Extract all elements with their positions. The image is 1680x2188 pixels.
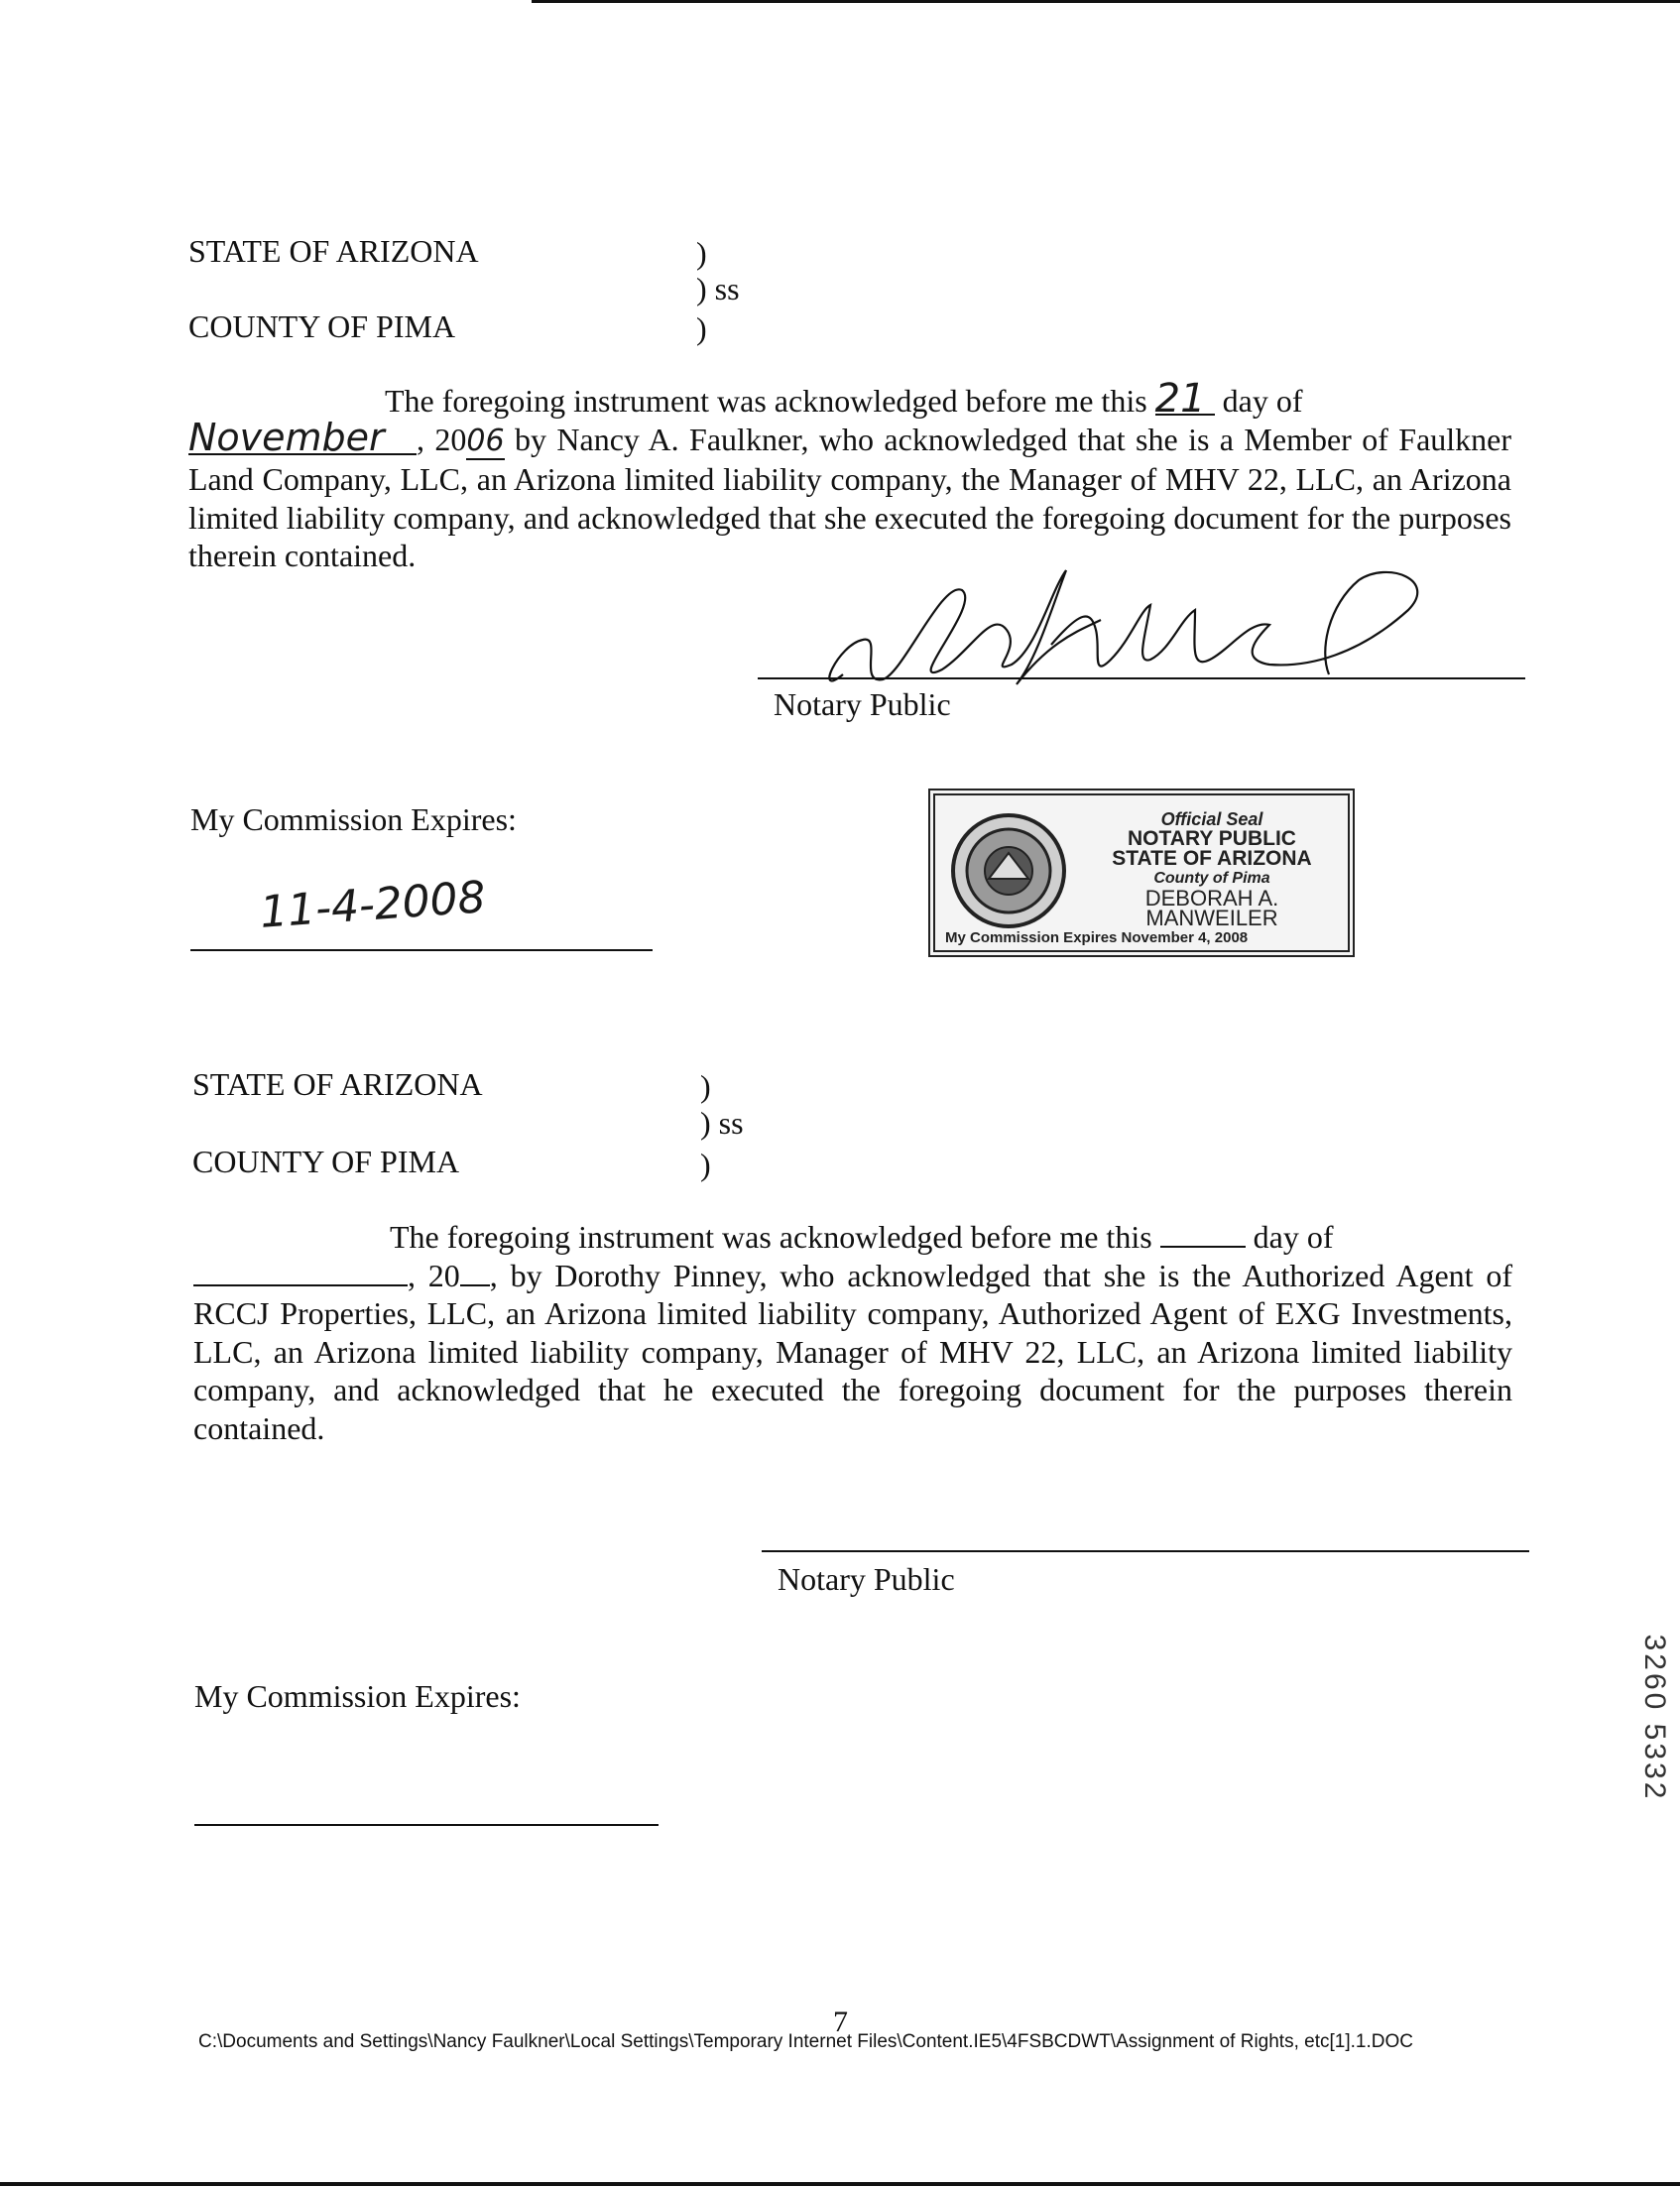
seal-line-2: NOTARY PUBLIC xyxy=(1128,827,1296,850)
paren-open-1: ) xyxy=(696,235,707,271)
commission-expires-label-1: My Commission Expires: xyxy=(190,801,517,837)
year-prefix-2: , 20 xyxy=(408,1257,460,1293)
day-of-1: day of xyxy=(1222,383,1303,419)
recording-number-stamp xyxy=(1634,1592,1674,1850)
bottom-border-line xyxy=(0,2182,1680,2186)
notary-signature-line-1 xyxy=(758,677,1525,679)
seal-line-6: My Commission Expires November 4, 2008 xyxy=(945,929,1249,946)
seal-line-5: DEBORAH A. MANWEILER xyxy=(1144,886,1279,930)
state-label-1: STATE OF ARIZONA xyxy=(188,233,479,269)
commission-date-handwritten: 11-4-2008 xyxy=(258,872,488,938)
year-prefix-1: , 20 xyxy=(417,421,467,457)
para-rest-2: , by Dorothy Pinney, who acknowledged that she is the Authorized Agent of RCCJ Properties, LLC, an Arizona limited liability company, Authorized Agent of EXG Investments, LLC, an Arizona limited liability company, Manager of MHV 22, LLC, an Arizona limited liability company, and acknowledged that he executed the foregoing document for the purposes therein contained. xyxy=(193,1257,1513,1446)
seal-text xyxy=(945,809,1340,948)
month-blank-2 xyxy=(193,1259,408,1286)
seal-line-1: Official Seal xyxy=(1160,809,1263,829)
month-handwritten-1: November xyxy=(188,422,417,455)
acknowledgment-paragraph-2 xyxy=(193,1218,1512,1447)
county-label-2: COUNTY OF PIMA xyxy=(192,1144,460,1179)
commission-date-line-2 xyxy=(194,1824,659,1826)
year-blank-2 xyxy=(460,1259,490,1286)
ss-label-2: ) ss xyxy=(700,1105,744,1141)
paren-close-1: ) xyxy=(696,310,707,346)
recording-number-text: 3260 5332 xyxy=(1638,1634,1671,1802)
paren-open-2: ) xyxy=(700,1068,711,1104)
page-number: 7 xyxy=(833,2006,848,2038)
para-lead-2: The foregoing instrument was acknowledged before me this xyxy=(390,1219,1152,1255)
seal-line-3: STATE OF ARIZONA xyxy=(1112,847,1312,870)
ss-label-1: ) ss xyxy=(696,271,740,306)
commission-expires-label-2: My Commission Expires: xyxy=(194,1678,521,1714)
day-handwritten-1: 21 xyxy=(1155,384,1215,416)
top-border-line xyxy=(532,0,1680,3)
notary-public-label-2: Notary Public xyxy=(778,1561,955,1597)
para-lead-1: The foregoing instrument was acknowledged before me this xyxy=(385,383,1147,419)
year-handwritten-1: 06 xyxy=(466,423,505,458)
footer-file-path: C:\Documents and Settings\Nancy Faulkner\Local Settings\Temporary Internet Files\Content.IE5\4FSBCDWT\Assignment of Rights, etc[1].1.DOC xyxy=(198,2031,1413,2052)
para-rest-1: by Nancy A. Faulkner, who acknowledged that she is a Member of Faulkner Land Company, LLC, an Arizona limited liability company, the Manager of MHV 22, LLC, an Arizona limited liability company, and acknowledged that she executed the foregoing document for the purposes therein contained. xyxy=(188,421,1512,573)
county-label-1: COUNTY OF PIMA xyxy=(188,308,456,344)
day-of-2: day of xyxy=(1253,1219,1334,1255)
state-label-2: STATE OF ARIZONA xyxy=(192,1066,483,1102)
notary-seal-stamp xyxy=(928,789,1355,957)
notary-public-label-1: Notary Public xyxy=(774,686,951,722)
day-blank-2 xyxy=(1160,1220,1246,1248)
paren-close-2: ) xyxy=(700,1147,711,1182)
state-seal-emblem xyxy=(949,811,1068,930)
seal-line-4: County of Pima xyxy=(1153,870,1270,887)
acknowledgment-paragraph-1 xyxy=(188,376,1512,575)
notary-signature-line-2 xyxy=(762,1550,1529,1552)
commission-date-line-1 xyxy=(190,949,653,951)
